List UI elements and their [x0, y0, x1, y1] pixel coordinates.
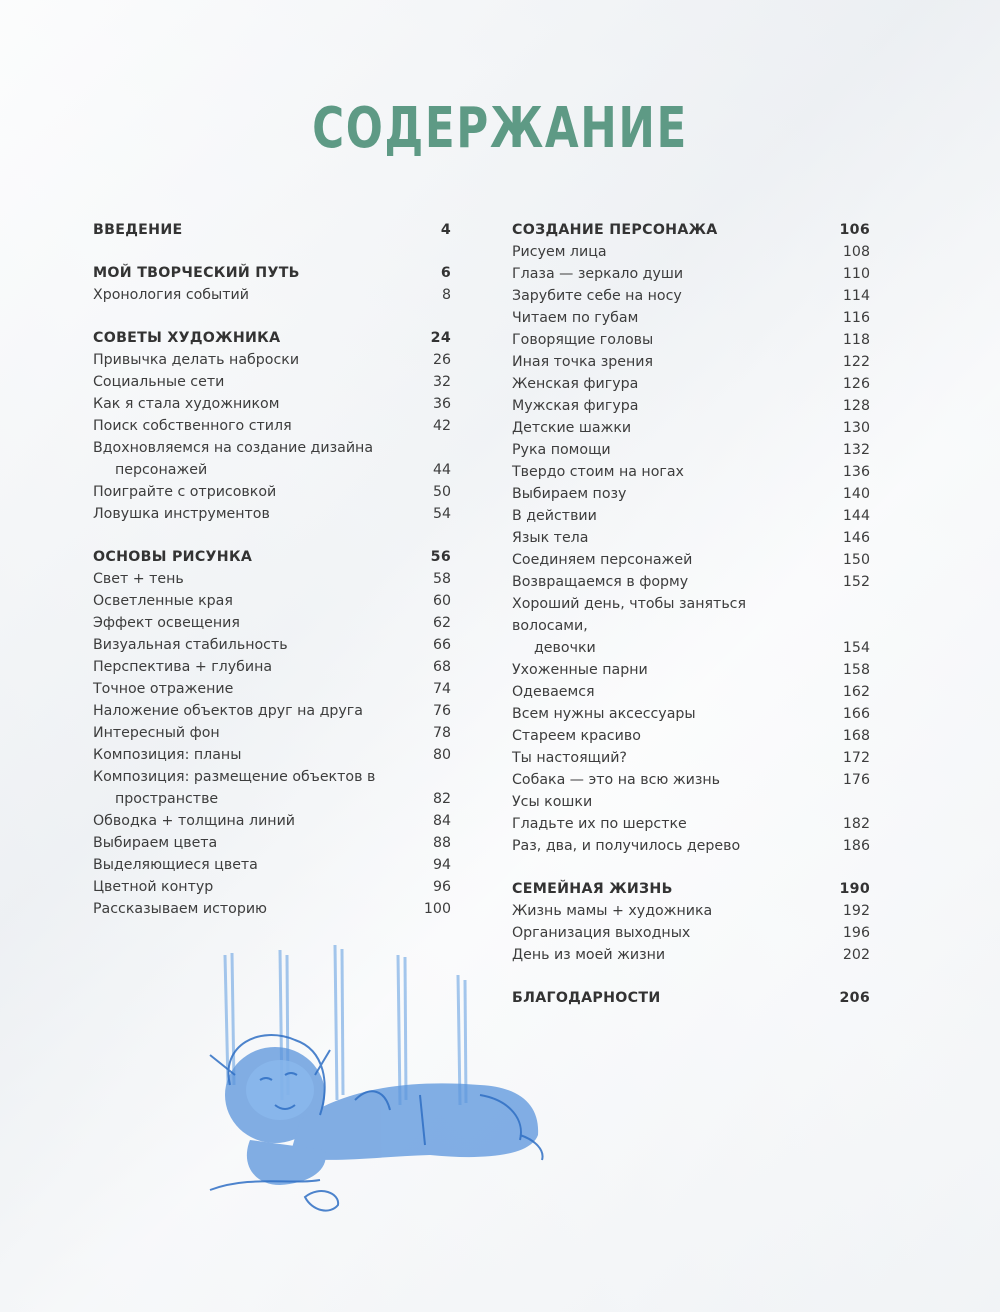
toc-entry-label-line: Организация выходных [512, 925, 691, 941]
toc-section-heading [93, 546, 451, 568]
toc-heading-label: СОВЕТЫ ХУДОЖНИКА [93, 330, 281, 346]
toc-entry [512, 791, 870, 813]
toc-entry [512, 593, 870, 659]
toc-heading-label: ОСНОВЫ РИСУНКА [93, 549, 253, 565]
toc-entry-label-line: Твердо стоим на ногах [512, 464, 684, 480]
toc-entry-label-line: Привычка делать наброски [93, 352, 300, 368]
toc-heading-label: БЛАГОДАРНОСТИ [512, 990, 661, 1006]
toc-entry-label [93, 678, 433, 700]
toc-entry-label-line: Поиграйте с отрисовкой [93, 484, 277, 500]
toc-entry [93, 876, 451, 898]
toc-entry-label [512, 681, 843, 703]
toc-entry-label-line: Как я стала художником [93, 396, 280, 412]
toc-entry-label [93, 371, 433, 393]
toc-entry-label-line: Жизнь мамы + художника [512, 903, 713, 919]
toc-entry [512, 307, 870, 329]
toc-entry-page: 116 [842, 310, 870, 326]
toc-entry-label-line: Эффект освещения [93, 615, 240, 631]
toc-entry-label-line: Хороший день, чтобы заняться волосами, [512, 596, 747, 634]
toc-entry-label-line: Композиция: планы [93, 747, 242, 763]
toc-entry [512, 703, 870, 725]
toc-heading-page: 206 [839, 990, 870, 1006]
toc-entry-label [512, 373, 843, 395]
toc-entry-page: 88 [432, 835, 451, 851]
toc-entry [512, 483, 870, 505]
toc-entry-label [93, 810, 433, 832]
toc-entry-label-line: Визуальная стабильность [93, 637, 288, 653]
toc-left-column [93, 219, 451, 941]
toc-entry-label-continuation: девочки [534, 640, 596, 656]
toc-heading-page: 4 [440, 222, 451, 238]
toc-section-heading [93, 327, 451, 349]
toc-entry [512, 395, 870, 417]
toc-entry [93, 349, 451, 371]
toc-entry-label [512, 461, 843, 483]
toc-entry-page: 136 [842, 464, 870, 480]
toc-entry-page: 140 [842, 486, 870, 502]
toc-heading-label: СОЗДАНИЕ ПЕРСОНАЖА [512, 222, 718, 238]
toc-section [512, 878, 870, 966]
toc-entry-label-line: Вдохновляемся на создание дизайна [93, 440, 374, 456]
toc-entry-label [512, 593, 843, 659]
sleeping-baby-sketch [180, 935, 560, 1225]
toc-entry-label [93, 568, 433, 590]
toc-entry-label [93, 722, 433, 744]
toc-entry-label [93, 393, 433, 415]
toc-entry-page: 158 [842, 662, 870, 678]
toc-entry-page: 162 [842, 684, 870, 700]
toc-entry-label [512, 351, 843, 373]
toc-entry-page: 118 [842, 332, 870, 348]
toc-entry [512, 549, 870, 571]
toc-entry [512, 439, 870, 461]
toc-entry-label [93, 876, 433, 898]
toc-section-heading [93, 262, 451, 284]
toc-entry-page: 96 [432, 879, 451, 895]
toc-entry-label [512, 791, 870, 813]
toc-entry [93, 612, 451, 634]
toc-section-heading [512, 219, 870, 241]
toc-entry-label-line: Поиск собственного стиля [93, 418, 292, 434]
toc-entry [93, 481, 451, 503]
toc-entry [93, 722, 451, 744]
toc-entry [512, 527, 870, 549]
toc-section [512, 987, 870, 1009]
toc-entry-label [93, 590, 433, 612]
toc-entry [93, 832, 451, 854]
toc-entry-page: 82 [432, 791, 451, 807]
toc-entry-page: 196 [842, 925, 870, 941]
toc-entry-page: 122 [842, 354, 870, 370]
toc-entry-label [93, 415, 433, 437]
toc-entry [93, 371, 451, 393]
toc-entry-label [512, 395, 843, 417]
toc-entry-label-line: Цветной контур [93, 879, 214, 895]
toc-entry-label-line: Выбираем цвета [93, 835, 218, 851]
toc-entry [93, 590, 451, 612]
toc-entry [512, 813, 870, 835]
toc-entry-label-line: Усы кошки [512, 794, 593, 810]
toc-entry [512, 417, 870, 439]
toc-entry-label-continuation: пространстве [115, 791, 219, 807]
toc-entry-label-line: В действии [512, 508, 597, 524]
toc-entry-label [512, 725, 843, 747]
toc-entry-page: 68 [432, 659, 451, 675]
toc-entry [93, 503, 451, 525]
toc-entry-page: 172 [842, 750, 870, 766]
toc-entry-label-line: Гладьте их по шерстке [512, 816, 687, 832]
toc-entry-page: 182 [842, 816, 870, 832]
toc-right-column [512, 219, 870, 1030]
toc-entry-label-line: Свет + тень [93, 571, 184, 587]
toc-entry-label [512, 944, 843, 966]
toc-entry-label [512, 659, 843, 681]
toc-section [93, 327, 451, 525]
toc-heading-label: СЕМЕЙНАЯ ЖИЗНЬ [512, 881, 673, 897]
toc-entry-label [512, 747, 843, 769]
toc-entry-page: 36 [432, 396, 451, 412]
toc-entry-label-line: Точное отражение [93, 681, 234, 697]
toc-entry-page: 44 [432, 462, 451, 478]
toc-entry [93, 854, 451, 876]
toc-entry-page: 146 [842, 530, 870, 546]
toc-entry-label-line: Читаем по губам [512, 310, 639, 326]
toc-entry-page: 42 [432, 418, 451, 434]
toc-entry-label-line: День из моей жизни [512, 947, 666, 963]
toc-entry-page: 62 [432, 615, 451, 631]
toc-entry-page: 84 [432, 813, 451, 829]
toc-entry-label-line: Рассказываем историю [93, 901, 267, 917]
toc-entry-label [93, 854, 433, 876]
toc-entry-label-line: Собака — это на всю жизнь [512, 772, 721, 788]
toc-entry-page: 110 [842, 266, 870, 282]
toc-entry-label [512, 505, 843, 527]
toc-entry-label-line: Мужская фигура [512, 398, 639, 414]
toc-entry [512, 835, 870, 857]
toc-entry-label-line: Выбираем позу [512, 486, 627, 502]
toc-entry-label [512, 571, 843, 593]
toc-entry-label-line: Обводка + толщина линий [93, 813, 296, 829]
toc-entry-label [93, 744, 433, 766]
toc-entry-label [512, 483, 843, 505]
toc-entry-page: 192 [842, 903, 870, 919]
toc-heading-page: 106 [839, 222, 870, 238]
toc-entry-page: 94 [432, 857, 451, 873]
toc-entry [512, 922, 870, 944]
toc-entry-page: 74 [432, 681, 451, 697]
toc-entry-page: 114 [842, 288, 870, 304]
toc-section [93, 546, 451, 920]
toc-entry [93, 284, 451, 306]
toc-section-heading [93, 219, 451, 241]
toc-heading-label: ВВЕДЕНИЕ [93, 222, 183, 238]
toc-entry [512, 329, 870, 351]
toc-entry-label-line: Рисуем лица [512, 244, 607, 260]
toc-entry-label-line: Глаза — зеркало души [512, 266, 684, 282]
toc-entry-page: 154 [842, 640, 870, 656]
toc-section-heading [512, 987, 870, 1009]
toc-entry-label [93, 700, 433, 722]
toc-entry [512, 900, 870, 922]
toc-entry-label [512, 241, 843, 263]
toc-entry-label-line: Перспектива + глубина [93, 659, 273, 675]
toc-heading-page: 24 [430, 330, 451, 346]
toc-entry-label [512, 900, 843, 922]
toc-entry-label [93, 437, 433, 481]
toc-entry-label-line: Соединяем персонажей [512, 552, 693, 568]
toc-entry-label [93, 481, 433, 503]
toc-entry [93, 437, 451, 481]
toc-entry-label [512, 263, 843, 285]
toc-entry-label-line: Всем нужны аксессуары [512, 706, 696, 722]
toc-entry [512, 725, 870, 747]
toc-section [512, 219, 870, 857]
toc-entry-page: 66 [432, 637, 451, 653]
toc-entry [512, 505, 870, 527]
toc-entry [512, 351, 870, 373]
toc-entry-label-line: Язык тела [512, 530, 589, 546]
toc-entry [512, 681, 870, 703]
toc-section [93, 262, 451, 306]
toc-entry-page: 50 [432, 484, 451, 500]
toc-section [93, 219, 451, 241]
toc-entry-label [512, 285, 843, 307]
toc-entry-label-line: Рука помощи [512, 442, 611, 458]
toc-entry-label-line: Одеваемся [512, 684, 595, 700]
toc-entry-page: 54 [432, 506, 451, 522]
toc-entry-page: 26 [432, 352, 451, 368]
toc-entry-label [512, 835, 843, 857]
toc-entry-label-line: Женская фигура [512, 376, 639, 392]
toc-entry-label [93, 284, 442, 306]
toc-entry-label [93, 832, 433, 854]
toc-entry [93, 634, 451, 656]
toc-entry-page: 100 [423, 901, 451, 917]
toc-entry [512, 241, 870, 263]
toc-entry-label [512, 813, 843, 835]
toc-entry-label-line: Говорящие головы [512, 332, 654, 348]
toc-entry-page: 76 [432, 703, 451, 719]
toc-entry [93, 393, 451, 415]
toc-heading-page: 6 [440, 265, 451, 281]
toc-entry [512, 944, 870, 966]
toc-entry-page: 132 [842, 442, 870, 458]
toc-entry-label [512, 329, 843, 351]
toc-entry [93, 656, 451, 678]
toc-entry-label [93, 898, 424, 920]
toc-entry-label [93, 349, 433, 371]
toc-entry-page: 58 [432, 571, 451, 587]
toc-entry-label [512, 417, 843, 439]
toc-entry-page: 150 [842, 552, 870, 568]
toc-entry [93, 766, 451, 810]
toc-entry-label [512, 527, 843, 549]
toc-entry-page: 202 [842, 947, 870, 963]
toc-entry-page: 78 [432, 725, 451, 741]
toc-entry [93, 810, 451, 832]
toc-heading-page: 56 [430, 549, 451, 565]
toc-entry-page: 144 [842, 508, 870, 524]
toc-entry-page: 166 [842, 706, 870, 722]
page-title: СОДЕРЖАНИЕ [312, 96, 688, 161]
toc-entry-label-line: Ловушка инструментов [93, 506, 270, 522]
toc-entry-label [512, 307, 843, 329]
toc-entry-label-line: Иная точка зрения [512, 354, 654, 370]
toc-entry-label-line: Стареем красиво [512, 728, 641, 744]
toc-entry [512, 659, 870, 681]
toc-entry-label [512, 922, 843, 944]
toc-entry-page: 108 [842, 244, 870, 260]
toc-entry [93, 678, 451, 700]
toc-entry [93, 700, 451, 722]
toc-entry-page: 80 [432, 747, 451, 763]
toc-entry-label-line: Ухоженные парни [512, 662, 648, 678]
toc-entry-label-line: Раз, два, и получилось дерево [512, 838, 741, 854]
toc-entry [512, 769, 870, 791]
toc-entry-page: 176 [842, 772, 870, 788]
toc-entry-label-line: Ты настоящий? [512, 750, 627, 766]
toc-entry-page: 130 [842, 420, 870, 436]
toc-entry-label [93, 503, 433, 525]
toc-entry-label-continuation: персонажей [115, 462, 208, 478]
toc-entry [512, 461, 870, 483]
toc-entry-label [93, 766, 433, 810]
toc-entry-label-line: Композиция: размещение объектов в [93, 769, 376, 785]
toc-entry-page: 60 [432, 593, 451, 609]
toc-entry-label [93, 612, 433, 634]
toc-entry-label-line: Осветленные края [93, 593, 233, 609]
toc-entry-page: 126 [842, 376, 870, 392]
toc-entry [93, 415, 451, 437]
toc-entry-label [512, 549, 843, 571]
toc-entry [512, 373, 870, 395]
toc-entry-label [512, 769, 843, 791]
toc-entry [512, 571, 870, 593]
toc-entry [512, 263, 870, 285]
toc-entry [512, 747, 870, 769]
toc-entry-label-line: Наложение объектов друг на друга [93, 703, 363, 719]
toc-heading-page: 190 [839, 881, 870, 897]
toc-entry-page: 186 [842, 838, 870, 854]
toc-entry-label [512, 703, 843, 725]
toc-entry [93, 568, 451, 590]
toc-entry [93, 744, 451, 766]
toc-section-heading [512, 878, 870, 900]
toc-entry [93, 898, 451, 920]
toc-entry-label-line: Детские шажки [512, 420, 632, 436]
toc-entry-page: 168 [842, 728, 870, 744]
toc-entry-label-line: Выделяющиеся цвета [93, 857, 258, 873]
toc-entry [512, 285, 870, 307]
toc-entry-label-line: Социальные сети [93, 374, 225, 390]
toc-entry-label-line: Зарубите себе на носу [512, 288, 682, 304]
toc-entry-label [512, 439, 843, 461]
toc-entry-page: 152 [842, 574, 870, 590]
toc-entry-page: 128 [842, 398, 870, 414]
toc-entry-label [93, 656, 433, 678]
toc-entry-page: 32 [432, 374, 451, 390]
toc-entry-label-line: Возвращаемся в форму [512, 574, 689, 590]
toc-entry-page: 8 [441, 287, 451, 303]
toc-heading-label: МОЙ ТВОРЧЕСКИЙ ПУТЬ [93, 265, 300, 281]
toc-entry-label [93, 634, 433, 656]
toc-entry-label-line: Интересный фон [93, 725, 220, 741]
toc-entry-label-line: Хронология событий [93, 287, 249, 303]
